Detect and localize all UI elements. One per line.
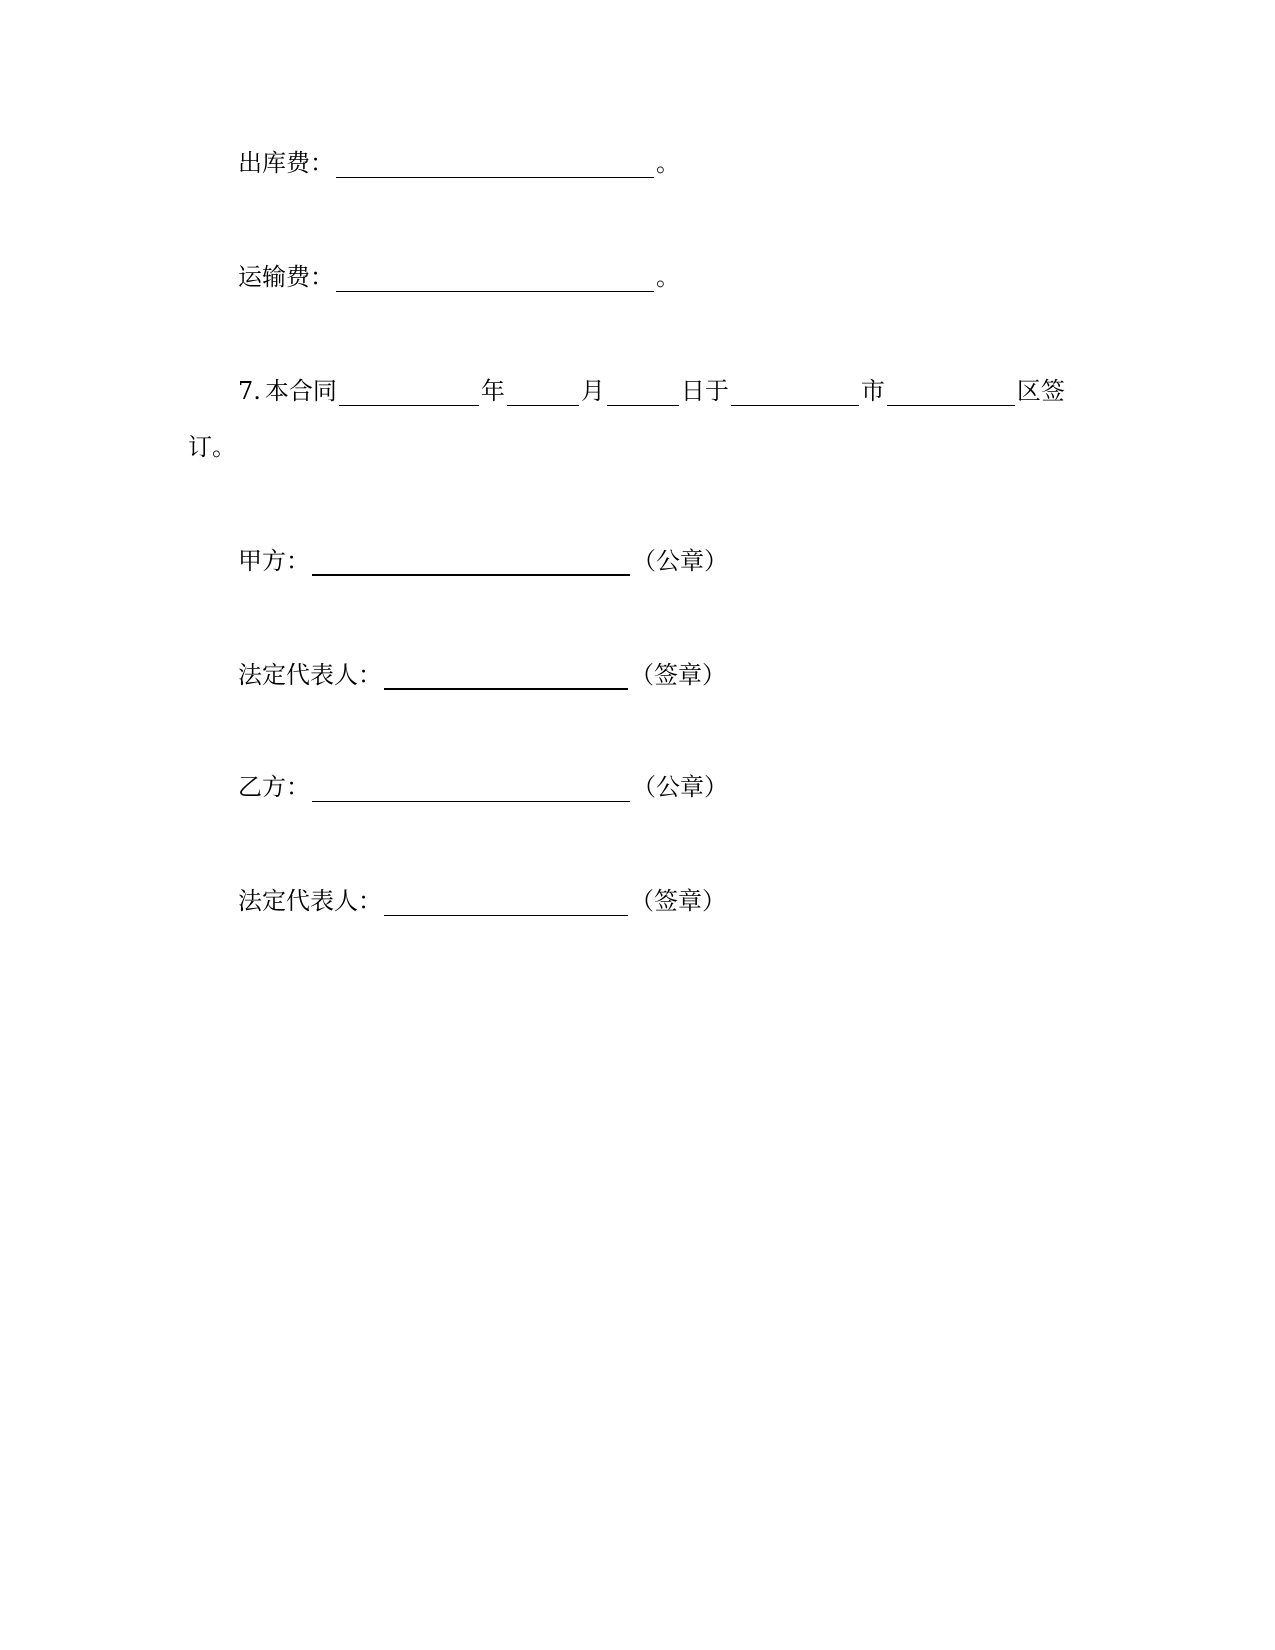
signature-blank[interactable]	[312, 777, 630, 802]
day-label: 日于	[680, 377, 729, 405]
clause-prefix: 本合同	[264, 377, 337, 405]
signature-blank[interactable]	[384, 664, 628, 690]
signature-party-b	[238, 772, 728, 802]
signature-representative-a	[238, 660, 726, 690]
signature-label: 法定代表人：	[238, 661, 382, 689]
district-blank[interactable]	[887, 381, 1015, 406]
fee-label: 出库费：	[238, 149, 334, 177]
month-label: 月	[580, 377, 605, 405]
year-label: 年	[480, 377, 505, 405]
fee-blank[interactable]	[336, 153, 654, 178]
fee-suffix: 。	[656, 263, 680, 291]
signature-label: 甲方：	[238, 547, 310, 575]
signature-representative-b	[238, 886, 726, 916]
fee-line-transport	[238, 262, 680, 292]
fee-suffix: 。	[656, 149, 680, 177]
signature-note: （签章）	[630, 661, 726, 689]
clause-7-line	[238, 376, 1065, 406]
year-blank[interactable]	[339, 381, 479, 406]
clause-number: 7.	[238, 377, 261, 405]
city-blank[interactable]	[731, 381, 859, 406]
month-blank[interactable]	[507, 381, 579, 406]
signature-label: 乙方：	[238, 773, 310, 801]
signature-party-a	[238, 546, 728, 576]
fee-label: 运输费：	[238, 263, 334, 291]
clause-continuation-text: 订。	[188, 433, 236, 461]
day-blank[interactable]	[607, 381, 679, 406]
fee-blank[interactable]	[336, 267, 654, 292]
clause-7-continuation	[188, 432, 236, 462]
signature-note: （公章）	[632, 547, 728, 575]
signature-note: （公章）	[632, 773, 728, 801]
city-label: 市	[860, 377, 885, 405]
signature-blank[interactable]	[312, 550, 630, 576]
signature-note: （签章）	[630, 887, 726, 915]
fee-line-outbound	[238, 148, 680, 178]
signature-blank[interactable]	[384, 891, 628, 916]
district-label: 区签	[1016, 377, 1065, 405]
signature-label: 法定代表人：	[238, 887, 382, 915]
